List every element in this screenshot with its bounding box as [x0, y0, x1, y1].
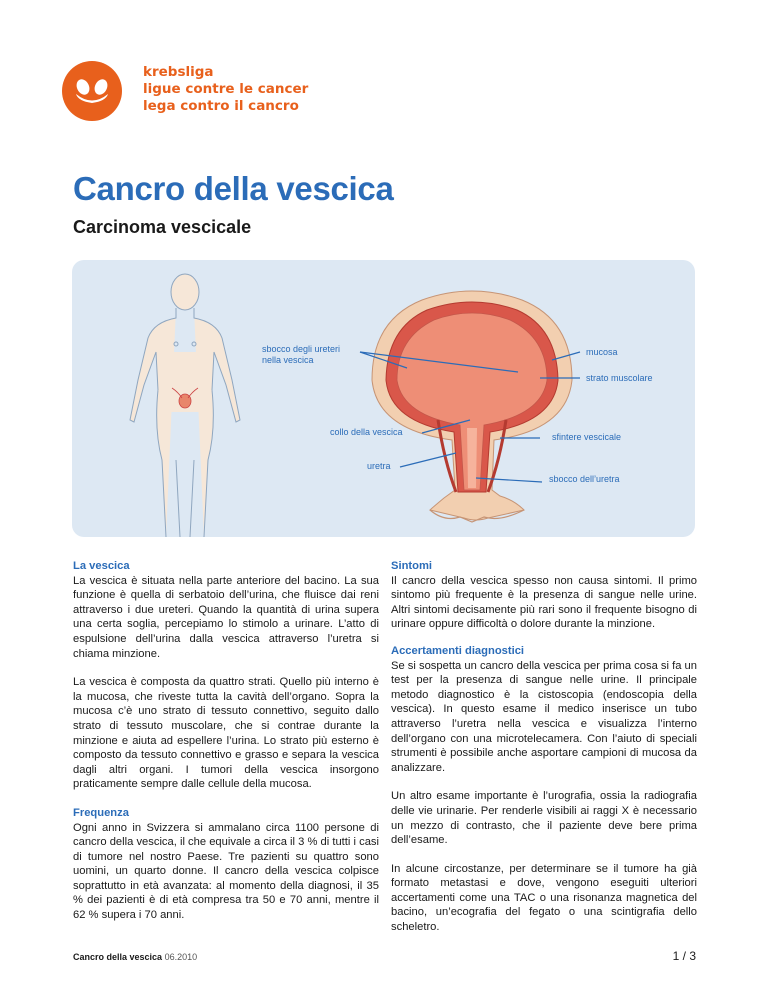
page-title: Cancro della vescica	[73, 170, 394, 207]
label-mucosa: mucosa	[586, 347, 618, 357]
section-heading-accertamenti: Accertamenti diagnostici	[391, 644, 525, 657]
paragraph: Ogni anno in Svizzera si ammalano circa 1100 persone di cancro della vescica, il che equivale a circa il 3 % di tutti i casi di tumore nel nostro Paese. Tre pazienti su quattro sono uomini, un quarto donne. Il cancro della vescica colpisce soprattutto in età avanzata: al momento della diagnosi, il 35 % dei pazienti è di età compresa tra 50 e 70 anni, mentre il 62 % supera i 70 anni.	[73, 821, 379, 922]
label-sfintere-vescicale: sfintere vescicale	[552, 432, 622, 442]
footer-title: Cancro della vescica	[73, 952, 163, 962]
label-sbocco-ureteri: sbocco degli ureteri nella vescica	[262, 344, 341, 365]
paragraph: Il cancro della vescica spesso non causa sintomi. Il primo sintomo più frequente è la presenza di sangue nelle urine. Altri sintomi decisamente più rari sono il frequente bisogno di urinare oppure difficoltà o dolore durante la minzione.	[391, 574, 697, 631]
krebsliga-logo	[62, 61, 122, 121]
footer	[73, 952, 197, 962]
paragraph: La vescica è composta da quattro strati. Quello più interno è la mucosa, che riveste tutta la cavità dell’organo. Sopra la mucosa c’è uno strato di tessuto connettivo, seguito dallo strato di tessuto muscolare, che si contrae durante la minzione e aiuta ad espellere l’urina. Lo strato più esterno è composto da tessuto connettivo e grasso e separa la vescica dagli altri organi. I tumori della vescica insorgono praticamente sempre dalle cellule della mucosa.	[73, 676, 379, 791]
section-heading-frequenza: Frequenza	[73, 806, 129, 819]
label-sbocco-uretra: sbocco dell’uretra	[549, 474, 620, 484]
anatomy-figure	[72, 260, 695, 537]
section-heading-sintomi: Sintomi	[391, 560, 433, 572]
logo-wordmark	[143, 64, 308, 115]
bladder-cross-section	[372, 291, 572, 522]
paragraph: La vescica è situata nella parte anteriore del bacino. La sua funzione è quella di serbatoio dell’urina, che fluisce dai reni attraverso i due ureteri. Quando la quantità di urina supera una certa soglia, percepiamo lo stimolo a urinare. L’atto di espulsione dell’urina dalla vescica attraverso l’uretra si chiama minzione.	[73, 574, 379, 660]
footer-date: 06.2010	[164, 952, 198, 962]
label-strato-muscolare: strato muscolare	[586, 373, 653, 383]
paragraph: Se si sospetta un cancro della vescica per prima cosa si fa un test per la presenza di sangue nelle urine. Il principale metodo diagnostico è la cistoscopia (endoscopia della vescica). In questo esame il medico inserisce un tubo attraverso l’uretra nella vescica e visualizza l’interno dell’organo con una microtelecamera. Con l’aiuto di speciali strumenti è possibile anche asportare campioni di mucosa da analizzare.	[391, 659, 697, 774]
logo-line-fr: ligue contre le cancer	[143, 81, 309, 97]
page-number: 1 / 3	[672, 949, 696, 963]
right-column	[391, 559, 697, 935]
left-column	[73, 559, 379, 923]
section-heading-vescica: La vescica	[73, 560, 130, 572]
label-uretra: uretra	[367, 461, 391, 471]
paragraph: Un altro esame importante è l’urografia, ossia la radiografia delle vie urinarie. Per renderle visibili ai raggi X è necessario un mezzo di contrasto, che il paziente deve bere prima dell’esame.	[391, 790, 697, 847]
page-subtitle: Carcinoma vescicale	[73, 217, 252, 237]
anatomy-illustration	[72, 260, 695, 537]
logo-line-de: krebsliga	[143, 64, 214, 80]
label-collo-vescica: collo della vescica	[330, 427, 403, 437]
paragraph: In alcune circostanze, per determinare se il tumore ha già formato metastasi e dove, vengono eseguiti ulteriori accertamenti come una TAC o una risonanza magnetica del bacino, un’ecografia del fegato o una scintigrafia dello scheletro.	[391, 862, 697, 934]
logo-line-it: lega contro il cancro	[143, 98, 299, 114]
